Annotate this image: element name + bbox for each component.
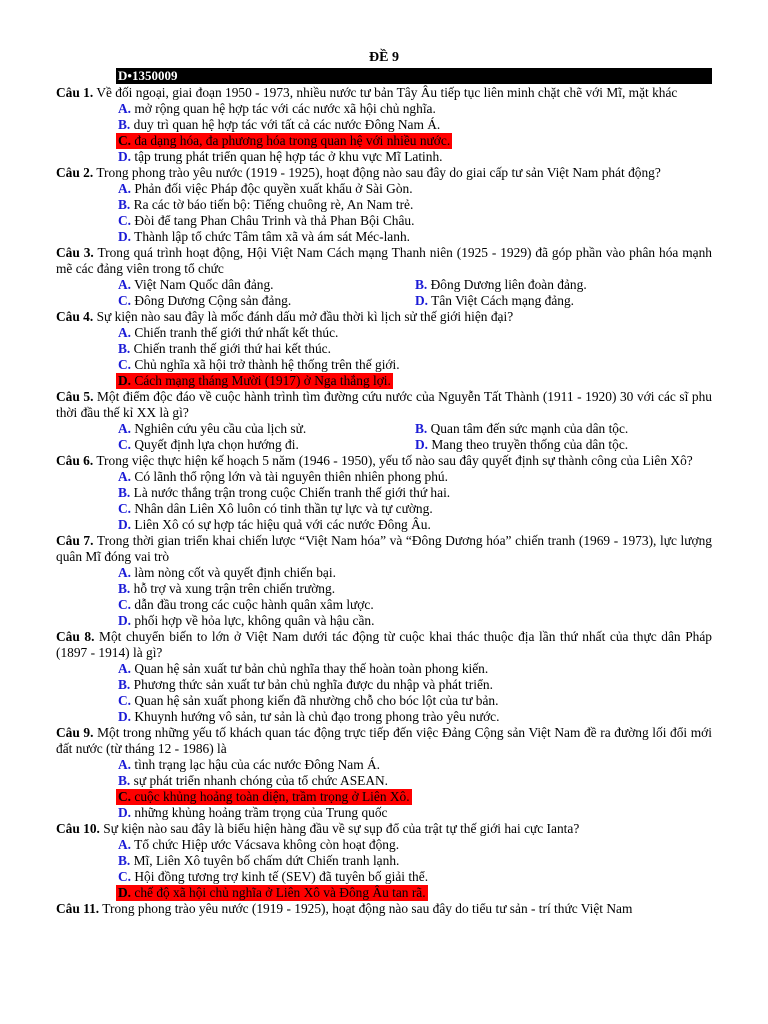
option-text: Thành lập tổ chức Tâm tâm xã và ám sát Méc-lanh. xyxy=(134,229,410,244)
answer-option[interactable] xyxy=(118,277,415,293)
question-block xyxy=(56,629,712,725)
option-text: Nghiên cứu yêu cầu của lịch sử. xyxy=(134,421,307,436)
answer-option[interactable] xyxy=(118,757,712,773)
option-text: Phản đối việc Pháp độc quyền xuất khẩu ở Sài Gòn. xyxy=(134,181,413,196)
option-text: Mang theo truyền thống của dân tộc. xyxy=(431,437,629,452)
answer-option-content xyxy=(118,677,493,692)
option-text: Quyết định lựa chọn hướng đi. xyxy=(134,437,299,452)
answer-option[interactable] xyxy=(118,581,712,597)
option-label: D. xyxy=(118,517,132,532)
options-list xyxy=(56,837,712,901)
answer-option[interactable] xyxy=(118,853,712,869)
option-label: A. xyxy=(118,661,132,676)
option-label: A. xyxy=(118,757,132,772)
exam-code: D•1350009 xyxy=(118,68,178,83)
answer-option-content xyxy=(118,869,428,884)
option-text: Phương thức sản xuất tư bản chủ nghĩa được du nhập và phát triển. xyxy=(133,677,493,692)
question-text: Sự kiện nào sau đây là biểu hiện hàng đầu về sự sụp đổ của trật tự thế giới hai cực Ianta? xyxy=(103,821,580,836)
option-label: D. xyxy=(415,437,429,452)
options-list xyxy=(56,469,712,533)
option-text: hỗ trợ và xung trận trên chiến trường. xyxy=(133,581,336,596)
answer-option[interactable] xyxy=(118,357,712,373)
option-label: D. xyxy=(118,229,132,244)
answer-option-content xyxy=(116,133,452,149)
option-text: Quan hệ sản xuất phong kiến đã nhường chỗ cho bóc lột của tư bản. xyxy=(134,693,499,708)
option-text: Nhân dân Liên Xô luôn có tinh thần tự lực và tự cường. xyxy=(134,501,433,516)
answer-option[interactable] xyxy=(118,773,712,789)
answer-option[interactable] xyxy=(118,837,712,853)
option-text: Chiến tranh thế giới thứ hai kết thúc. xyxy=(133,341,331,356)
option-text: tình trạng lạc hậu của các nước Đông Nam Á. xyxy=(134,757,380,772)
answer-option-content xyxy=(118,117,440,132)
answer-option[interactable] xyxy=(415,293,712,309)
question-number: Câu 1. xyxy=(56,85,94,100)
answer-option-content xyxy=(118,101,436,116)
question-number: Câu 4. xyxy=(56,309,94,324)
option-label: A. xyxy=(118,277,132,292)
option-label: B. xyxy=(415,421,428,436)
answer-option[interactable] xyxy=(118,709,712,725)
answer-option-content xyxy=(118,421,306,436)
question-block xyxy=(56,821,712,901)
option-text: Đông Dương Cộng sản đảng. xyxy=(134,293,292,308)
option-text: Chiến tranh thế giới thứ nhất kết thúc. xyxy=(134,325,339,340)
answer-option[interactable] xyxy=(118,485,712,501)
option-label: B. xyxy=(415,277,428,292)
answer-option-content xyxy=(415,277,587,292)
option-text: làm nòng cốt và quyết định chiến bại. xyxy=(134,565,336,580)
answer-option-content xyxy=(118,517,431,532)
question-text: Trong phong trào yêu nước (1919 - 1925), hoạt động nào sau đây do tiểu tư sản - trí thức Việt Nam xyxy=(102,901,633,916)
question-number: Câu 11. xyxy=(56,901,100,916)
answer-option-content xyxy=(118,341,331,356)
question-block xyxy=(56,901,712,917)
options-list xyxy=(56,277,712,309)
question-text-line xyxy=(56,901,712,917)
exam-title: ĐỀ 9 xyxy=(369,50,399,65)
options-list xyxy=(56,421,712,453)
answer-option[interactable] xyxy=(118,325,712,341)
option-label: B. xyxy=(118,773,131,788)
question-block xyxy=(56,245,712,309)
option-label: A. xyxy=(118,421,132,436)
answer-option-content xyxy=(118,213,414,228)
answer-option[interactable] xyxy=(118,181,712,197)
answer-option[interactable] xyxy=(118,117,712,133)
answer-option-content xyxy=(118,581,335,596)
option-label: A. xyxy=(118,181,132,196)
answer-option[interactable] xyxy=(118,613,712,629)
question-text-line xyxy=(56,629,712,661)
answer-option-content xyxy=(118,293,291,308)
question-number: Câu 5. xyxy=(56,389,94,404)
option-text: dẫn đầu trong các cuộc hành quân xâm lược. xyxy=(134,597,374,612)
options-list xyxy=(56,101,712,165)
question-text-line xyxy=(56,85,712,101)
answer-option-content xyxy=(118,485,450,500)
answer-option-content xyxy=(415,437,628,452)
question-text-line xyxy=(56,309,712,325)
question-block xyxy=(56,309,712,389)
answer-option-content xyxy=(118,437,299,452)
answer-option-content xyxy=(118,501,433,516)
options-list xyxy=(56,661,712,725)
option-label: A. xyxy=(118,565,132,580)
question-text-line xyxy=(56,821,712,837)
answer-option-content xyxy=(118,853,399,868)
option-label: D. xyxy=(118,805,132,820)
answer-option-content xyxy=(118,229,410,244)
answer-option[interactable] xyxy=(118,869,712,885)
question-number: Câu 6. xyxy=(56,453,94,468)
answer-option-content xyxy=(118,565,336,580)
answer-option[interactable] xyxy=(118,213,712,229)
option-text: sự phát triển nhanh chóng của tổ chức ASEAN. xyxy=(133,773,389,788)
option-label: A. xyxy=(118,837,132,852)
question-text: Trong phong trào yêu nước (1919 - 1925), hoạt động nào sau đây do giai cấp tư sản Việt Nam phát động? xyxy=(96,165,661,180)
option-label: C. xyxy=(118,437,132,452)
options-list xyxy=(56,565,712,629)
option-text: Hội đồng tương trợ kinh tế (SEV) đã tuyên bố giải thể. xyxy=(134,869,429,884)
question-number: Câu 2. xyxy=(56,165,94,180)
option-label: D. xyxy=(118,149,132,164)
option-label: C. xyxy=(118,789,132,804)
question-number: Câu 10. xyxy=(56,821,100,836)
option-label: B. xyxy=(118,117,131,132)
question-text: Trong việc thực hiện kế hoạch 5 năm (1946 - 1950), yếu tố nào sau đây quyết định sự thành công của Liên Xô? xyxy=(96,453,693,468)
question-text: Trong quá trình hoạt động, Hội Việt Nam Cách mạng Thanh niên (1925 - 1929) đã góp phần vào phân hóa mạnh mẽ các đảng viên trong tổ chức xyxy=(56,245,712,276)
question-number: Câu 9. xyxy=(56,725,94,740)
option-text: Liên Xô có sự hợp tác hiệu quả với các nước Đông Âu. xyxy=(134,517,431,532)
answer-option[interactable] xyxy=(118,293,415,309)
question-text: Một chuyển biến to lớn ở Việt Nam dưới tác động từ cuộc khai thác thuộc địa lần thứ nhất của thực dân Pháp (1897 - 1914) là gì? xyxy=(56,629,712,660)
answer-option[interactable] xyxy=(415,277,712,293)
exam-code-bar xyxy=(116,68,712,84)
answer-option-content xyxy=(118,197,413,212)
option-label: B. xyxy=(118,341,131,356)
option-text: đa dạng hóa, đa phương hóa trong quan hệ với nhiều nước. xyxy=(134,133,451,148)
answer-option-content xyxy=(415,293,574,308)
option-text: chế độ xã hội chủ nghĩa ở Liên Xô và Đông Âu tan rã. xyxy=(134,885,426,900)
option-text: Đòi để tang Phan Châu Trinh và thả Phan Bội Châu. xyxy=(134,213,415,228)
question-text-line xyxy=(56,533,712,565)
question-text-line xyxy=(56,165,712,181)
option-label: D. xyxy=(118,709,132,724)
option-label: C. xyxy=(118,133,132,148)
option-label: A. xyxy=(118,101,132,116)
option-text: Đông Dương liên đoàn đảng. xyxy=(430,277,587,292)
question-block xyxy=(56,389,712,453)
options-list xyxy=(56,757,712,821)
option-text: tập trung phát triển quan hệ hợp tác ở khu vực Mĩ Latinh. xyxy=(134,149,443,164)
option-text: Tổ chức Hiệp ước Vácsava không còn hoạt động. xyxy=(134,837,400,852)
option-text: Chủ nghĩa xã hội trở thành hệ thống trên thế giới. xyxy=(134,357,400,372)
answer-option-content xyxy=(116,373,393,389)
answer-option-content xyxy=(118,325,338,340)
answer-option-content xyxy=(118,805,388,820)
option-text: Là nước thắng trận trong cuộc Chiến tranh thế giới thứ hai. xyxy=(133,485,451,500)
answer-option-content xyxy=(116,885,428,901)
option-label: B. xyxy=(118,485,131,500)
question-text-line xyxy=(56,453,712,469)
answer-option[interactable] xyxy=(118,517,712,533)
option-label: C. xyxy=(118,357,132,372)
option-label: C. xyxy=(118,693,132,708)
options-list xyxy=(56,325,712,389)
answer-option-content xyxy=(118,597,374,612)
question-block xyxy=(56,453,712,533)
option-text: Quan tâm đến sức mạnh của dân tộc. xyxy=(430,421,629,436)
answer-option[interactable] xyxy=(118,789,712,805)
question-text: Một trong những yếu tố khách quan tác động trực tiếp đến việc Đảng Cộng sản Việt Nam đề ra đường lối đổi mới đất nước (từ tháng 12 - 1986) là xyxy=(56,725,712,756)
question-text: Trong thời gian triển khai chiến lược “Việt Nam hóa” và “Đông Dương hóa” chiến tranh (1969 - 1973), lực lượng quân Mĩ đóng vai trò xyxy=(56,533,712,564)
answer-option[interactable] xyxy=(118,101,712,117)
answer-option[interactable] xyxy=(118,501,712,517)
option-text: Tân Việt Cách mạng đảng. xyxy=(431,293,574,308)
option-label: D. xyxy=(415,293,429,308)
question-block xyxy=(56,165,712,245)
option-label: C. xyxy=(118,869,132,884)
option-label: B. xyxy=(118,677,131,692)
question-block xyxy=(56,85,712,165)
answer-option[interactable] xyxy=(118,469,712,485)
option-label: C. xyxy=(118,597,132,612)
option-label: B. xyxy=(118,197,131,212)
answer-option[interactable] xyxy=(118,149,712,165)
option-label: B. xyxy=(118,853,131,868)
answer-option[interactable] xyxy=(118,885,712,901)
option-text: Việt Nam Quốc dân đảng. xyxy=(134,277,274,292)
options-row xyxy=(118,437,712,453)
answer-option[interactable] xyxy=(118,693,712,709)
answer-option-content xyxy=(118,181,413,196)
answer-option[interactable] xyxy=(118,341,712,357)
option-text: Có lãnh thổ rộng lớn và tài nguyên thiên nhiên phong phú. xyxy=(134,469,448,484)
question-block xyxy=(56,725,712,821)
option-label: C. xyxy=(118,501,132,516)
answer-option-content xyxy=(118,277,274,292)
option-text: phối hợp về hỏa lực, không quân và hậu cần. xyxy=(134,613,375,628)
option-label: D. xyxy=(118,373,132,388)
answer-option-content xyxy=(118,613,374,628)
answer-option[interactable] xyxy=(118,421,415,437)
question-list xyxy=(56,85,712,917)
answer-option[interactable] xyxy=(118,133,712,149)
answer-option-content xyxy=(118,693,498,708)
option-text: những khủng hoảng trầm trọng của Trung quốc xyxy=(134,805,388,820)
answer-option[interactable] xyxy=(118,197,712,213)
answer-option[interactable] xyxy=(118,565,712,581)
answer-option-content xyxy=(118,709,499,724)
question-text: Về đối ngoại, giai đoạn 1950 - 1973, nhiều nước tư bản Tây Âu tiếp tục liên minh chặt chẽ với Mĩ, mặt khác xyxy=(96,85,678,100)
option-label: B. xyxy=(118,581,131,596)
answer-option[interactable] xyxy=(118,805,712,821)
option-label: C. xyxy=(118,293,132,308)
answer-option[interactable] xyxy=(415,437,712,453)
option-text: mở rộng quan hệ hợp tác với các nước xã hội chủ nghĩa. xyxy=(134,101,436,116)
option-label: D. xyxy=(118,613,132,628)
answer-option[interactable] xyxy=(118,229,712,245)
answer-option[interactable] xyxy=(118,597,712,613)
option-text: Quan hệ sản xuất tư bản chủ nghĩa thay thế hoàn toàn phong kiến. xyxy=(134,661,489,676)
answer-option-content xyxy=(415,421,628,436)
answer-option[interactable] xyxy=(118,677,712,693)
question-text: Sự kiện nào sau đây là mốc đánh dấu mở đầu thời kì lịch sử thế giới hiện đại? xyxy=(96,309,514,324)
option-label: D. xyxy=(118,885,132,900)
answer-option-content xyxy=(118,357,400,372)
question-text: Một điểm độc đáo về cuộc hành trình tìm đường cứu nước của Nguyễn Tất Thành (1911 - 1920) 30 với các sĩ phu thời đầu thế kỉ XX là gì? xyxy=(56,389,712,420)
option-label: A. xyxy=(118,325,132,340)
question-block xyxy=(56,533,712,629)
answer-option-content xyxy=(118,469,448,484)
answer-option-content xyxy=(116,789,412,805)
answer-option[interactable] xyxy=(118,437,415,453)
option-text: Khuynh hướng vô sản, tư sản là chủ đạo trong phong trào yêu nước. xyxy=(134,709,500,724)
options-row xyxy=(118,293,712,309)
options-list xyxy=(56,181,712,245)
question-text-line xyxy=(56,389,712,421)
option-label: A. xyxy=(118,469,132,484)
answer-option[interactable] xyxy=(118,373,712,389)
answer-option[interactable] xyxy=(415,421,712,437)
option-label: C. xyxy=(118,213,132,228)
answer-option-content xyxy=(118,661,488,676)
answer-option-content xyxy=(118,757,380,772)
option-text: Ra các tờ báo tiến bộ: Tiếng chuông rè, An Nam trẻ. xyxy=(133,197,414,212)
answer-option-content xyxy=(118,149,443,164)
option-text: cuộc khủng hoảng toàn diện, trầm trọng ở Liên Xô. xyxy=(134,789,410,804)
question-number: Câu 8. xyxy=(56,629,95,644)
question-text-line xyxy=(56,725,712,757)
options-row xyxy=(118,421,712,437)
answer-option-content xyxy=(118,837,399,852)
answer-option[interactable] xyxy=(118,661,712,677)
option-text: duy trì quan hệ hợp tác với tất cả các nước Đông Nam Á. xyxy=(133,117,441,132)
option-text: Cách mạng tháng Mười (1917) ở Nga thắng lợi. xyxy=(134,373,391,388)
question-number: Câu 3. xyxy=(56,245,94,260)
question-text-line xyxy=(56,245,712,277)
question-number: Câu 7. xyxy=(56,533,94,548)
options-row xyxy=(118,277,712,293)
option-text: Mĩ, Liên Xô tuyên bố chấm dứt Chiến tranh lạnh. xyxy=(133,853,400,868)
answer-option-content xyxy=(118,773,388,788)
